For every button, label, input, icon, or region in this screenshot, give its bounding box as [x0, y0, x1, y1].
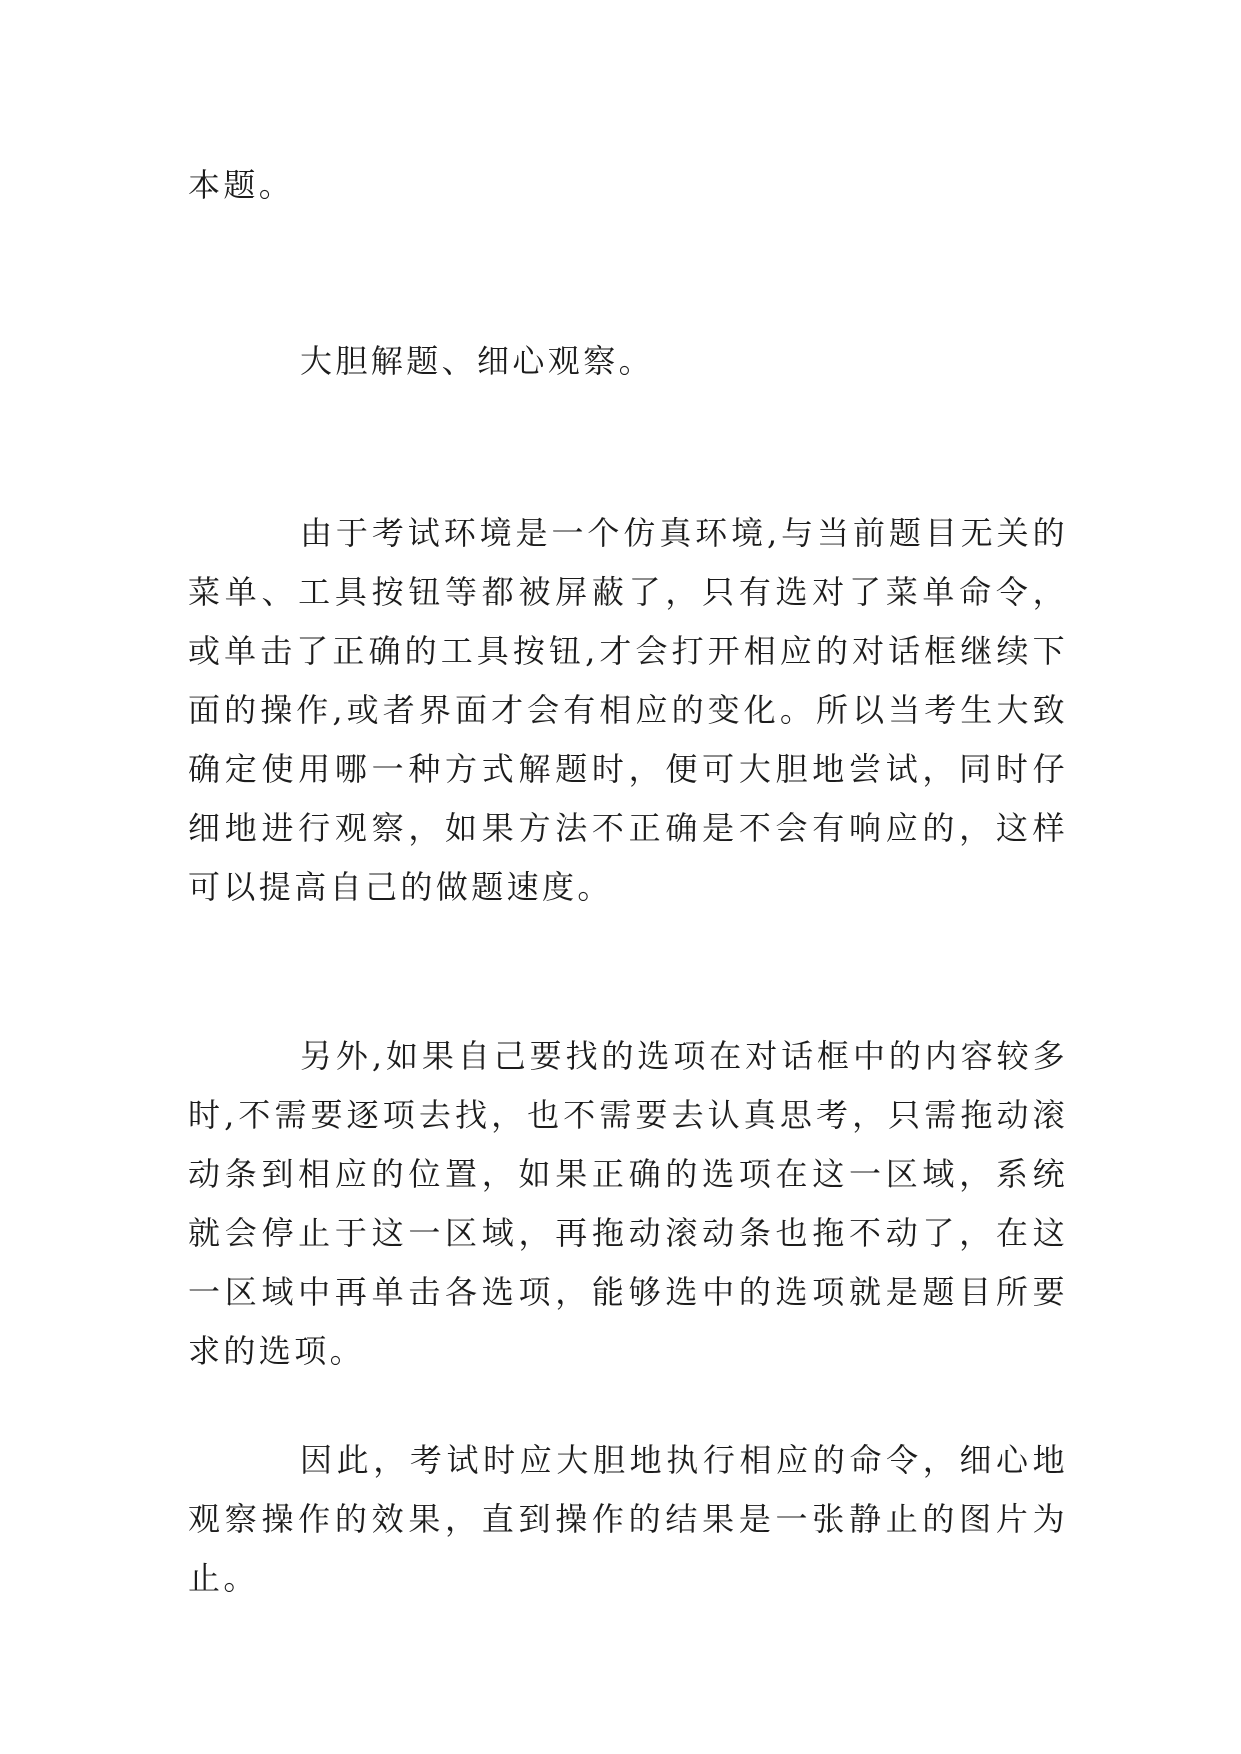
paragraph-heading: 大胆解题、细心观察。: [300, 342, 655, 380]
paragraph-simulation-environment: 由于考试环境是一个仿真环境,与当前题目无关的菜单、工具按钮等都被屏蔽了，只有选对了菜单命令，或单击了正确的工具按钮,才会打开相应的对话框继续下面的操作,或者界面才会有相应的变化。所以当考生大致确定使用哪一种方式解题时，便可大胆地尝试，同时仔细地进行观察，如果方法不正确是不会有响应的，这样可以提高自己的做题速度。: [188, 514, 1068, 906]
paragraph-continuation: 本题。: [188, 166, 295, 204]
paragraph-conclusion: 因此，考试时应大胆地执行相应的命令，细心地观察操作的效果，直到操作的结果是一张静止的图片为止。: [188, 1441, 1068, 1597]
paragraph-scrollbar-tip: 另外,如果自己要找的选项在对话框中的内容较多时,不需要逐项去找，也不需要去认真思考，只需拖动滚动条到相应的位置，如果正确的选项在这一区域，系统就会停止于这一区域，再拖动滚动条也拖不动了，在这一区域中再单击各选项，能够选中的选项就是题目所要求的选项。: [188, 1037, 1068, 1370]
